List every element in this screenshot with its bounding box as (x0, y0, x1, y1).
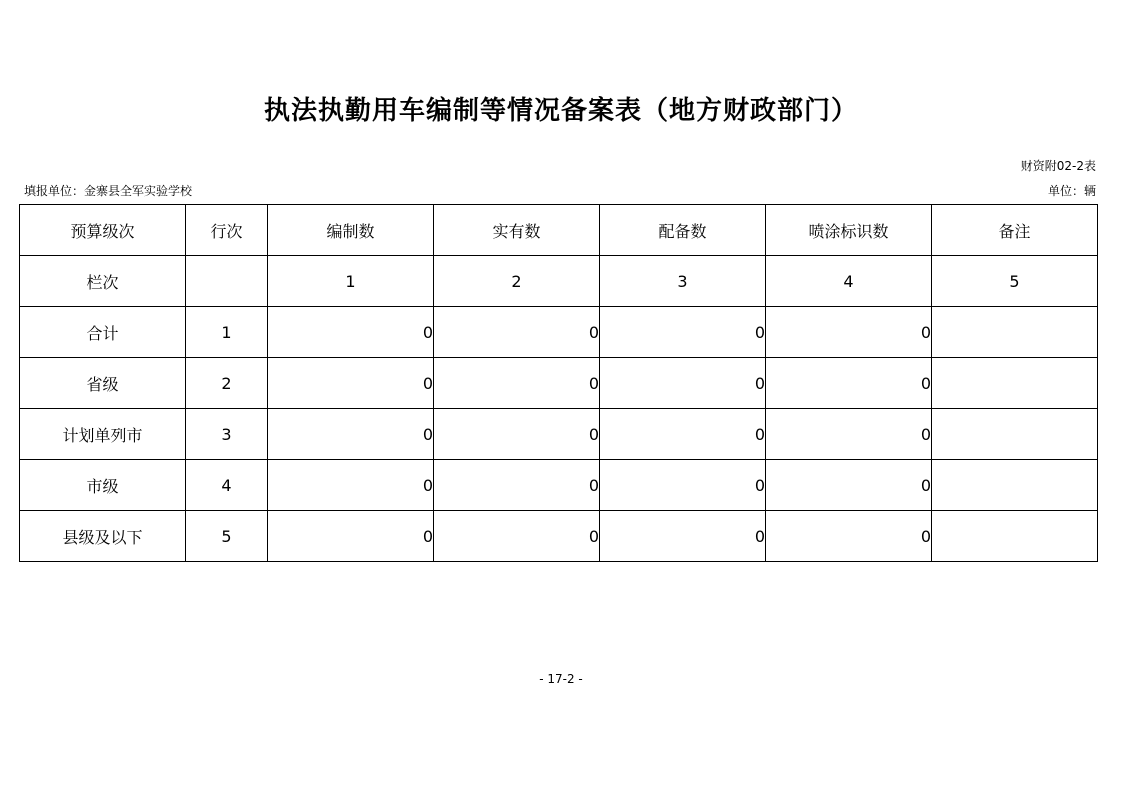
line-cell: 5 (186, 511, 268, 562)
allocated-cell: 0 (600, 409, 766, 460)
note-cell (932, 409, 1098, 460)
table-row (20, 511, 1098, 562)
index-cell: 1 (268, 256, 434, 307)
index-cell (186, 256, 268, 307)
marked-cell: 0 (766, 409, 932, 460)
level-cell: 计划单列市 (20, 409, 186, 460)
table-row (20, 460, 1098, 511)
establishment-cell: 0 (268, 511, 434, 562)
index-cell: 5 (932, 256, 1098, 307)
header-cell: 预算级次 (20, 205, 186, 256)
marked-cell: 0 (766, 307, 932, 358)
header-cell: 实有数 (434, 205, 600, 256)
filler-value: 金寨县全军实验学校 (84, 184, 193, 198)
table-row (20, 409, 1098, 460)
level-cell: 省级 (20, 358, 186, 409)
level-cell: 县级及以下 (20, 511, 186, 562)
filler-unit (24, 182, 192, 199)
establishment-cell: 0 (268, 409, 434, 460)
header-cell: 编制数 (268, 205, 434, 256)
actual-cell: 0 (434, 358, 600, 409)
allocated-cell: 0 (600, 511, 766, 562)
page-title: 执法执勤用车编制等情况备案表（地方财政部门） (263, 96, 858, 126)
unit-label: 单位： (1047, 184, 1084, 198)
establishment-cell: 0 (268, 358, 434, 409)
marked-cell: 0 (766, 511, 932, 562)
index-cell: 4 (766, 256, 932, 307)
level-cell: 合计 (20, 307, 186, 358)
table-header-row (20, 205, 1098, 256)
header-cell: 喷涂标识数 (766, 205, 932, 256)
filing-table (19, 204, 1098, 562)
actual-cell: 0 (434, 307, 600, 358)
header-cell: 行次 (186, 205, 268, 256)
measure-unit (1048, 182, 1096, 199)
actual-cell: 0 (434, 511, 600, 562)
table-row (20, 358, 1098, 409)
table-row (20, 307, 1098, 358)
column-index-row (20, 256, 1098, 307)
header-cell: 配备数 (600, 205, 766, 256)
allocated-cell: 0 (600, 307, 766, 358)
note-cell (932, 307, 1098, 358)
line-cell: 1 (186, 307, 268, 358)
marked-cell: 0 (766, 460, 932, 511)
note-cell (932, 358, 1098, 409)
actual-cell: 0 (434, 460, 600, 511)
note-cell (932, 460, 1098, 511)
line-cell: 2 (186, 358, 268, 409)
index-cell: 3 (600, 256, 766, 307)
line-cell: 3 (186, 409, 268, 460)
index-cell: 2 (434, 256, 600, 307)
establishment-cell: 0 (268, 460, 434, 511)
allocated-cell: 0 (600, 460, 766, 511)
filler-label: 填报单位： (24, 184, 85, 198)
unit-value: 辆 (1083, 184, 1096, 198)
marked-cell: 0 (766, 358, 932, 409)
index-cell: 栏次 (20, 256, 186, 307)
line-cell: 4 (186, 460, 268, 511)
page-number: - 17-2 - (539, 672, 583, 686)
note-cell (932, 511, 1098, 562)
header-cell: 备注 (932, 205, 1098, 256)
form-code: 财资附02-2表 (1020, 159, 1096, 173)
actual-cell: 0 (434, 409, 600, 460)
establishment-cell: 0 (268, 307, 434, 358)
allocated-cell: 0 (600, 358, 766, 409)
level-cell: 市级 (20, 460, 186, 511)
